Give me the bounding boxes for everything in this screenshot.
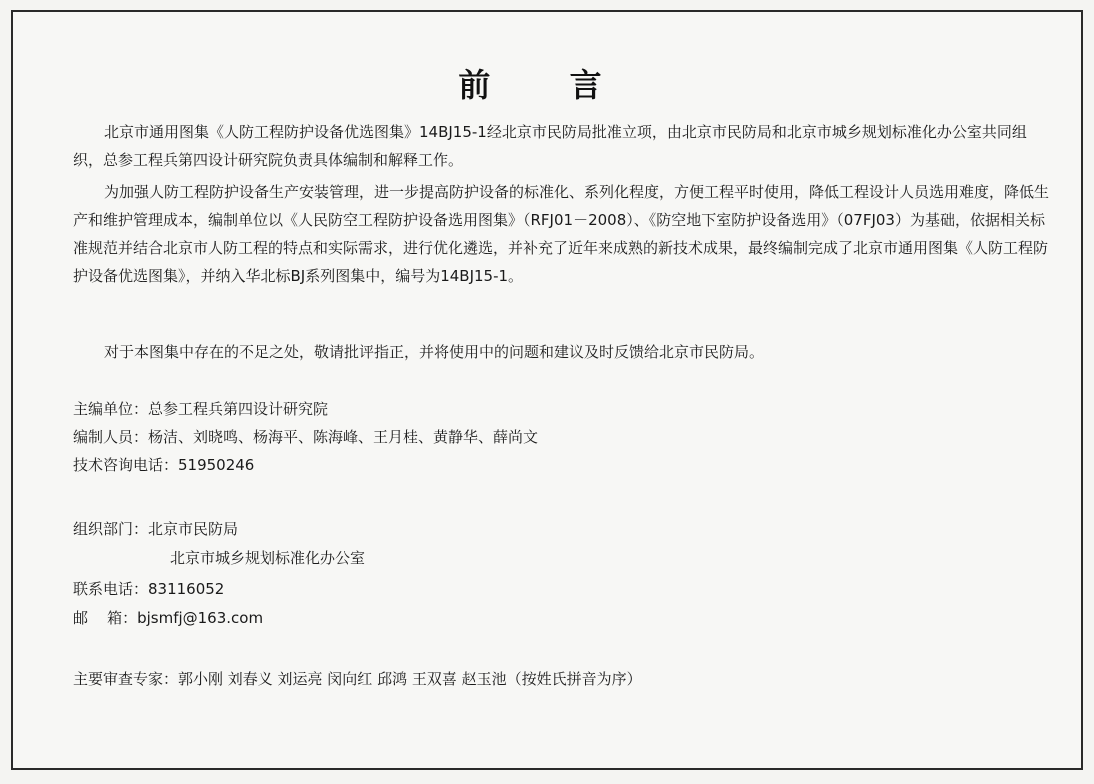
- tech-phone: 技术咨询电话：51950246: [73, 456, 255, 474]
- paragraph-1: [73, 118, 1053, 174]
- paragraph-1-text: 北京市通用图集《人防工程防护设备优选图集》14BJ15-1经北京市民防局批准立项，由北京市民防局和北京市城乡规划标准化办公室共同组织，总参工程兵第四设计研究院负责具体编制和解释工作。: [73, 123, 1027, 169]
- contact-phone: 联系电话：83116052: [73, 580, 225, 598]
- paragraph-2-text: 为加强人防工程防护设备生产安装管理，进一步提高防护设备的标准化、系列化程度，方便工程平时使用，降低工程设计人员选用难度，降低生产和维护管理成本，编制单位以《人民防空工程防护设备选用图集》（RFJ01－2008）、《防空地下室防护设备选用》（07FJ03）为基础，依据相关标准规范并结合北京市人防工程的特点和实际需求，进行优化遴选，并补充了近年来成熟的新技术成果，最终编制完成了北京市通用图集《人防工程防护设备优选图集》，并纳入华北标BJ系列图集中，编号为14BJ15-1。: [73, 183, 1050, 285]
- page-title: 前 言: [458, 66, 636, 104]
- email: 邮 箱：bjsmfj@163.com: [73, 609, 264, 627]
- paragraph-3: [73, 338, 1053, 366]
- paragraph-2: [73, 178, 1053, 290]
- paragraph-3-text: 对于本图集中存在的不足之处，敬请批评指正，并将使用中的问题和建议及时反馈给北京市民防局。: [104, 343, 765, 361]
- review-experts: 主要审查专家：郭小刚 刘春义 刘运亮 闵向红 邱鸿 王双喜 赵玉池（按姓氏拼音为序）: [73, 670, 642, 688]
- organizer: 组织部门：北京市民防局: [73, 520, 239, 538]
- organizer-second: 北京市城乡规划标准化办公室: [170, 549, 366, 567]
- staff-list: 编制人员：杨洁、刘晓鸣、杨海平、陈海峰、王月桂、黄静华、薛尚文: [73, 428, 539, 446]
- editor-unit: 主编单位：总参工程兵第四设计研究院: [73, 400, 329, 418]
